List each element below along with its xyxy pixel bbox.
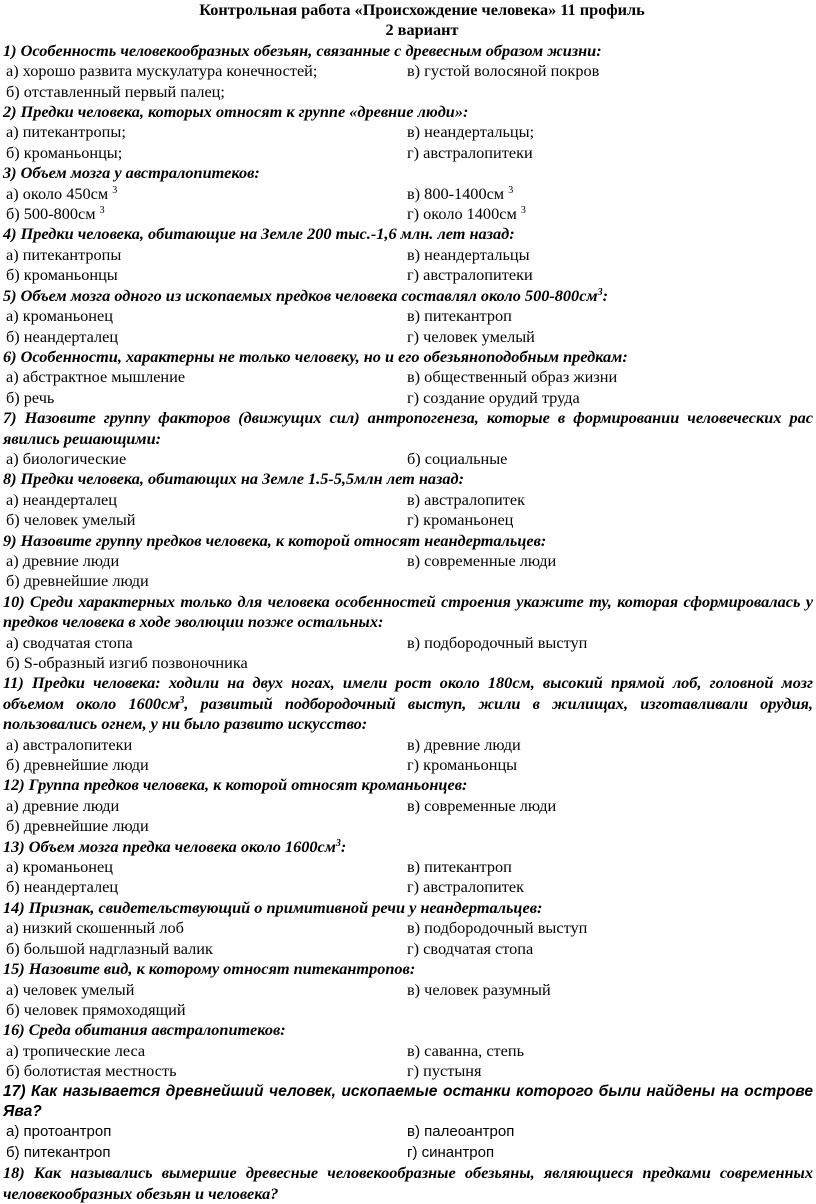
answer-option: а) питекантропы bbox=[6, 244, 122, 264]
question-block bbox=[3, 959, 813, 1020]
answer-option: а) человек умелый bbox=[6, 979, 135, 999]
answer-option: г) австралопитек bbox=[407, 877, 524, 897]
answer-row bbox=[3, 449, 813, 469]
answer-option bbox=[407, 816, 813, 836]
answer-option bbox=[407, 82, 813, 102]
question-text: 16) Среда обитания австралопитеков: bbox=[3, 1020, 286, 1040]
answer-option: в) неандертальцы bbox=[407, 244, 530, 264]
answer-option bbox=[407, 653, 813, 673]
answer-option: в) подбородочный выступ bbox=[407, 632, 588, 652]
answer-row bbox=[3, 388, 813, 408]
question-block bbox=[3, 673, 813, 775]
answer-option bbox=[407, 571, 813, 591]
answer-option: б) S-образный изгиб позвоночника bbox=[6, 653, 248, 672]
question-block bbox=[3, 1163, 813, 1204]
answer-row bbox=[3, 551, 813, 571]
question-block bbox=[3, 224, 813, 285]
question-text: 12) Группа предков человека, к которой относят кроманьонцев: bbox=[3, 775, 468, 795]
answer-option: а) древние люди bbox=[6, 795, 120, 815]
answer-option: г) сводчатая стопа bbox=[407, 938, 534, 958]
answer-option: в) человек разумный bbox=[407, 979, 551, 999]
answer-option: в) современные люди bbox=[407, 795, 557, 815]
answer-option: б) болотистая местность bbox=[6, 1061, 177, 1081]
answer-option: а) кроманьонец bbox=[6, 857, 113, 877]
answer-row bbox=[3, 265, 813, 285]
answer-row bbox=[3, 755, 813, 775]
question-text: 17) Как называется древнейший человек, ископаемые останки которого были найдены на острове Ява? bbox=[3, 1082, 813, 1120]
answer-option: г) человек умелый bbox=[407, 326, 535, 346]
superscript: 3 bbox=[597, 286, 603, 298]
question-block bbox=[3, 775, 813, 836]
answer-option: а) австралопитеки bbox=[6, 734, 133, 754]
answer-row bbox=[3, 939, 813, 959]
answer-option: г) австралопитеки bbox=[407, 265, 533, 285]
answer-row bbox=[3, 816, 813, 836]
question-block bbox=[3, 347, 813, 408]
question-text: 13) Объем мозга предка человека около $1600см^3$: bbox=[3, 836, 347, 856]
answer-option: в) современные люди bbox=[407, 550, 557, 570]
answer-option: а) тропические леса bbox=[6, 1040, 146, 1060]
answer-row bbox=[3, 1143, 813, 1163]
answer-row bbox=[3, 1122, 813, 1142]
answer-row bbox=[3, 122, 813, 142]
answer-option: в) австралопитек bbox=[407, 489, 525, 509]
answer-option: б) социальные bbox=[407, 448, 508, 468]
answer-option: г) пустыня bbox=[407, 1061, 482, 1081]
question-text: 10) Среди характерных только для человека особенностей строения укажите ту, которая сформировалась у предков человека в ходе эволюции позже остальных: bbox=[3, 591, 813, 632]
answer-option: в) древние люди bbox=[407, 734, 521, 754]
answer-row bbox=[3, 184, 813, 204]
answer-option: а) низкий скошенный лоб bbox=[6, 918, 184, 938]
answer-option: а) абстрактное мышление bbox=[6, 367, 186, 387]
answer-row bbox=[3, 327, 813, 347]
answer-option: г) кроманьонец bbox=[407, 510, 514, 530]
superscript: 3 bbox=[520, 205, 526, 217]
answer-option: б) речь bbox=[6, 387, 55, 407]
answer-row bbox=[3, 143, 813, 163]
question-text: 8) Предки человека, обитающих на Земле 1.5-5,5млн лет назад: bbox=[3, 469, 465, 489]
answer-row bbox=[3, 918, 813, 938]
answer-option: г) кроманьонцы bbox=[407, 755, 518, 775]
question-block bbox=[3, 1082, 813, 1164]
answer-option: г) синантроп bbox=[407, 1143, 495, 1161]
answer-row bbox=[3, 490, 813, 510]
answer-row bbox=[3, 306, 813, 326]
answer-row bbox=[3, 877, 813, 897]
answer-option bbox=[407, 1000, 813, 1020]
question-text: 5) Объем мозга одного из ископаемых предков человека составлял около $500-800см^3$: bbox=[3, 285, 609, 305]
answer-option: в) питекантроп bbox=[407, 857, 512, 877]
answer-option: б) древнейшие люди bbox=[6, 816, 149, 836]
question-block bbox=[3, 469, 813, 530]
answer-row bbox=[3, 796, 813, 816]
answer-option: в) подбородочный выступ bbox=[407, 918, 588, 938]
answer-row bbox=[3, 571, 813, 591]
answer-row bbox=[3, 367, 813, 387]
answer-option: а) биологические bbox=[6, 448, 127, 468]
question-block bbox=[3, 1020, 813, 1081]
answer-option: б) человек умелый bbox=[6, 510, 136, 530]
question-text: 3) Объем мозга у австралопитеков: bbox=[3, 163, 260, 183]
answer-option: б) 500-800см $^3$ bbox=[6, 204, 105, 224]
answer-option: б) отставленный первый палец; bbox=[6, 81, 225, 101]
superscript: 3 bbox=[99, 205, 105, 217]
answer-option: б) древнейшие люди bbox=[6, 755, 149, 775]
answer-option: б) кроманьонцы; bbox=[6, 142, 123, 162]
question-text: 11) Предки человека: ходили на двух ногах, имели рост около 180см, высокий прямой лоб, головной мозг объемом около $1600см^3$, развитый подбородочный выступ, жили в жилищах, изготавливали орудия, пользовались огнем, у ни было развито искусство: bbox=[3, 673, 813, 734]
question-block bbox=[3, 592, 813, 674]
answer-row bbox=[3, 1000, 813, 1020]
answer-option: б) кроманьонцы bbox=[6, 265, 118, 285]
superscript: 3 bbox=[112, 184, 118, 196]
question-block bbox=[3, 163, 813, 224]
answer-option: б) неандерталец bbox=[6, 326, 119, 346]
answer-option: в) палеоантроп bbox=[407, 1123, 515, 1141]
answer-row bbox=[3, 735, 813, 755]
answer-row bbox=[3, 510, 813, 530]
answer-option: б) человек прямоходящий bbox=[6, 999, 186, 1019]
answer-row bbox=[3, 204, 813, 224]
question-text: 6) Особенности, характерны не только человеку, но и его обезьяноподобным предкам: bbox=[3, 346, 628, 366]
answer-row bbox=[3, 980, 813, 1000]
question-block bbox=[3, 837, 813, 898]
answer-option: в) общественный образ жизни bbox=[407, 367, 618, 387]
variant-label: 2 вариант bbox=[385, 20, 459, 40]
superscript: 3 bbox=[179, 694, 185, 706]
answer-option: а) кроманьонец bbox=[6, 306, 113, 326]
answer-row bbox=[3, 1041, 813, 1061]
answer-row bbox=[3, 82, 813, 102]
answer-option: б) большой надглазный валик bbox=[6, 938, 213, 958]
answer-row bbox=[3, 61, 813, 81]
answer-option: в) густой волосяной покров bbox=[407, 61, 600, 81]
answer-row bbox=[3, 857, 813, 877]
superscript: 3 bbox=[335, 837, 341, 849]
answer-option: а) неандерталец bbox=[6, 489, 117, 509]
answer-option: в) саванна, степь bbox=[407, 1040, 525, 1060]
answer-option: б) древнейшие люди bbox=[6, 571, 149, 591]
question-text: 14) Признак, свидетельствующий о примитивной речи у неандертальцев: bbox=[3, 897, 543, 917]
superscript: 3 bbox=[508, 184, 514, 196]
answer-row bbox=[3, 1061, 813, 1081]
answer-option: б) неандерталец bbox=[6, 877, 119, 897]
answer-option: а) хорошо развита мускулатура конечностей; bbox=[6, 61, 318, 81]
answer-row bbox=[3, 245, 813, 265]
page-title: Контрольная работа «Происхождение человека» 11 профиль bbox=[199, 0, 645, 19]
answer-option: в) неандертальцы; bbox=[407, 122, 535, 142]
answer-option: г) австралопитеки bbox=[407, 142, 533, 162]
question-block bbox=[3, 531, 813, 592]
question-text: 15) Назовите вид, к которому относят питекантропов: bbox=[3, 959, 416, 979]
questions-list bbox=[3, 41, 813, 1204]
answer-option: а) питекантропы; bbox=[6, 122, 126, 142]
answer-option: в) питекантроп bbox=[407, 306, 512, 326]
question-block bbox=[3, 41, 813, 102]
question-text: 18) Как назывались вымершие древесные человекообразные обезьяны, являющиеся предками современных человекообразных обезьян и человека? bbox=[3, 1163, 813, 1203]
question-block bbox=[3, 898, 813, 959]
answer-option: б) питекантроп bbox=[6, 1143, 111, 1161]
answer-option: в) 800-1400см $^3$ bbox=[407, 183, 514, 203]
question-text: 9) Назовите группу предков человека, к которой относят неандертальцев: bbox=[3, 530, 547, 550]
answer-option: а) сводчатая стопа bbox=[6, 632, 133, 652]
question-text: 4) Предки человека, обитающие на Земле 200 тыс.-1,6 млн. лет назад: bbox=[3, 224, 515, 244]
question-block bbox=[3, 102, 813, 163]
question-text: 1) Особенность человекообразных обезьян, связанные с древесным образом жизни: bbox=[3, 40, 602, 60]
answer-option: г) создание орудий труда bbox=[407, 387, 580, 407]
answer-option: г) около 1400см $^3$ bbox=[407, 204, 526, 224]
answer-row bbox=[3, 653, 813, 673]
question-block bbox=[3, 408, 813, 469]
question-text: 7) Назовите группу факторов (движущих сил) антропогенеза, которые в формировании человеческих рас явились решающими: bbox=[3, 408, 813, 448]
answer-row bbox=[3, 633, 813, 653]
question-block bbox=[3, 286, 813, 347]
question-text: 2) Предки человека, которых относят к группе «древние люди»: bbox=[3, 102, 469, 122]
answer-option: а) протоантроп bbox=[6, 1123, 112, 1141]
answer-option: а) древние люди bbox=[6, 550, 120, 570]
answer-option: а) около 450см $^3$ bbox=[6, 183, 118, 203]
